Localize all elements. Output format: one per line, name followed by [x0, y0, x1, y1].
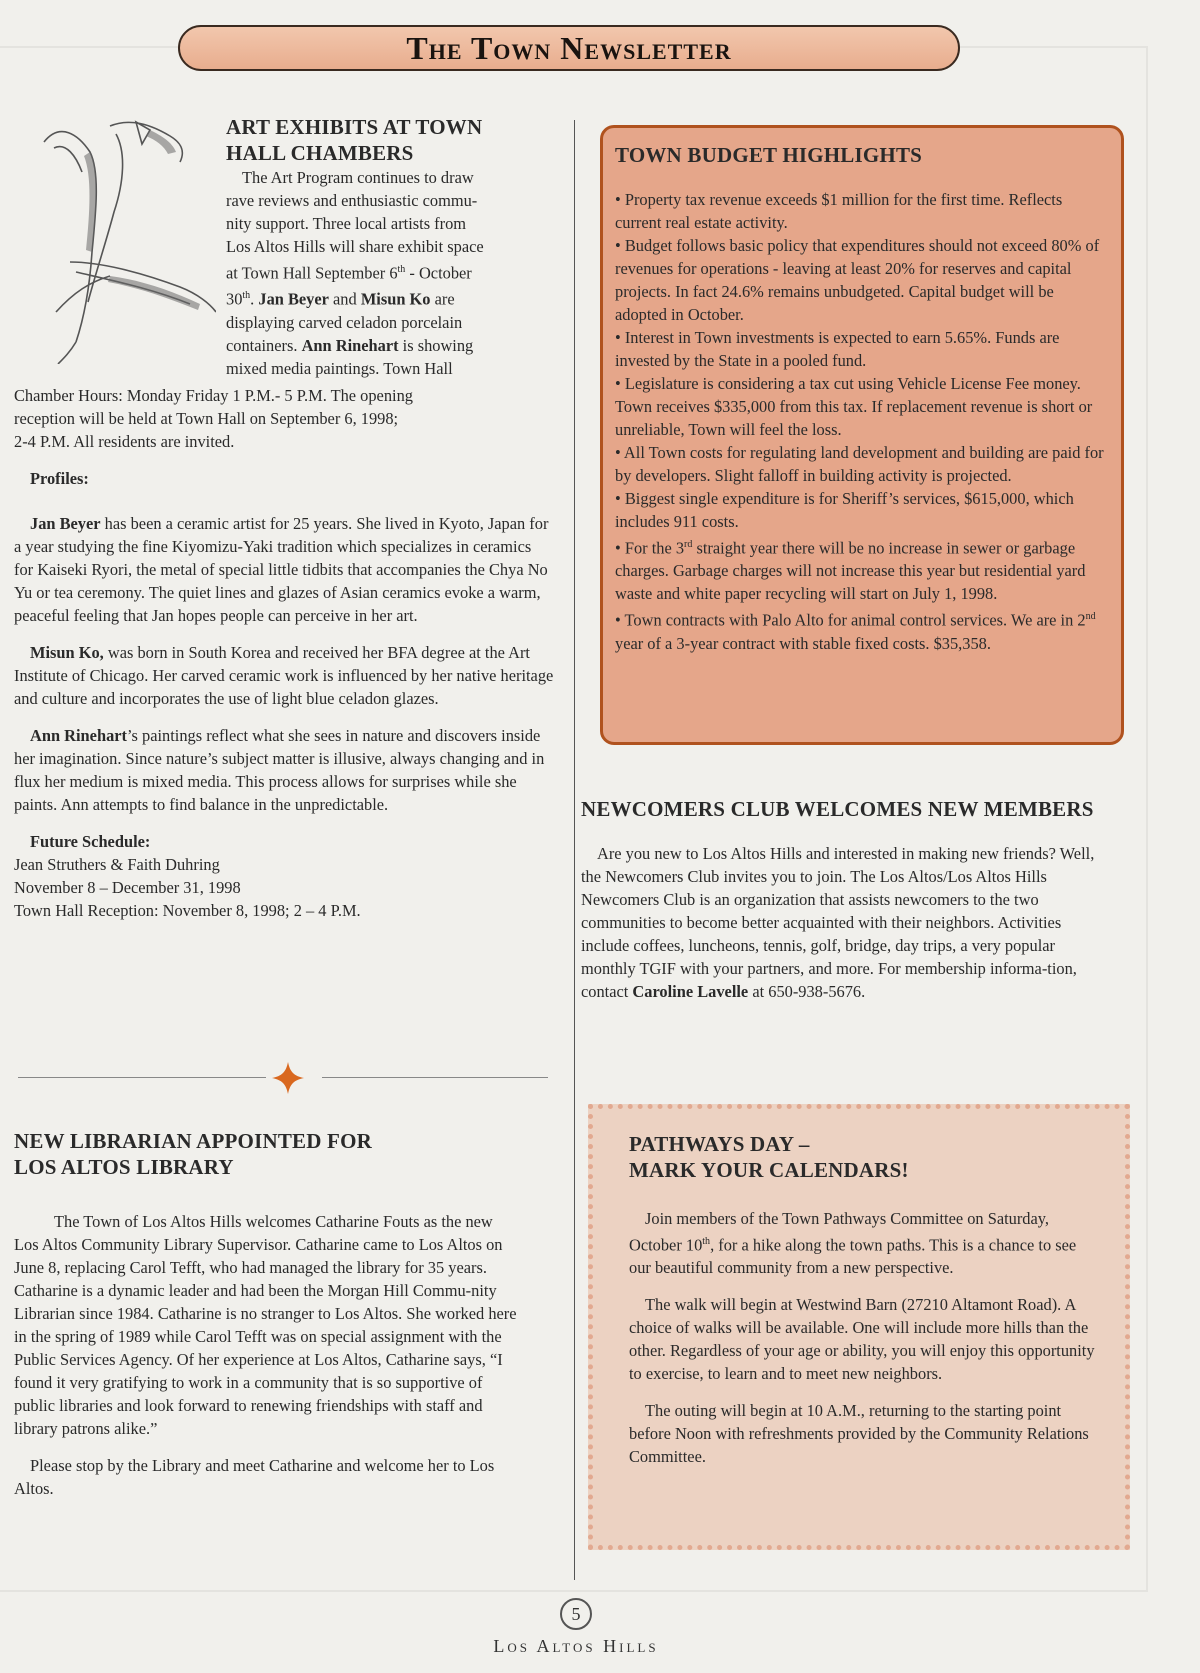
- art-intro-line: containers. Ann Rinehart is showing: [226, 335, 474, 355]
- plant-sketch-illustration: [30, 112, 216, 364]
- art-intro-line: The Art Program continues to draw: [242, 168, 474, 187]
- art-exhibits-body: [14, 384, 554, 922]
- newcomers-paragraph: Are you new to Los Altos Hills and interested in making new friends? Well, the Newcomers Club invites you to join. The Los Altos/Los Altos Hills Newcomers Club is an organization that assists newcomers to the two communities to become better acquainted with their neighbors. Activities include coffees, luncheons, tennis, golf, bridge, day trips, a very popular monthly TGIF with your partners, and more. For membership informa-tion, contact Caroline Lavelle at 650-938-5676.: [581, 844, 1095, 1001]
- profiles-label: Profiles:: [30, 469, 89, 488]
- future-schedule-line: Town Hall Reception: November 8, 1998; 2 – 4 P.M.: [14, 901, 361, 920]
- profile-misun-ko: Misun Ko, was born in South Korea and received her BFA degree at the Art Institute of Chicago. Her carved ceramic work is influenced by her native heritage and culture and incorporates the use of light blue celadon glazes.: [14, 643, 554, 708]
- art-exhibits-heading-line1: ART EXHIBITS AT TOWN: [226, 115, 483, 139]
- budget-item: • Budget follows basic policy that expenditures should not exceed 80% of revenues for operations - leaving at least 20% for reserves and capital projects. In fact 24.6% remains unbudgeted. Capital budget will be adopted in October.: [615, 236, 1100, 324]
- art-intro-line: nity support. Three local artists from: [226, 214, 467, 233]
- art-hours-line: Chamber Hours: Monday Friday 1 P.M.- 5 P.M. The opening: [14, 386, 413, 405]
- page-number: 5: [560, 1598, 592, 1630]
- budget-item: • Interest in Town investments is expected to earn 5.65%. Funds are invested by the State in a pooled fund.: [615, 328, 1060, 370]
- librarian-paragraph: The Town of Los Altos Hills welcomes Catharine Fouts as the new Los Altos Community Library Supervisor. Catharine came to Los Altos on June 8, replacing Carol Tefft, who had managed the library for 35 years. Catharine is a dynamic leader and had been the Morgan Hill Commu-nity Librarian since 1984. Catharine is no stranger to Los Altos. She worked here in the spring of 1989 while Carol Tefft was on special assignment with the Public Services Agency. Of her experience at Los Altos, Catharine says, “I found it very gratifying to work in a community that is so supportive of public libraries and look forward to renewing friendships with staff and library patrons alike.”: [14, 1212, 517, 1438]
- art-intro-line: mixed media paintings. Town Hall: [226, 358, 453, 378]
- profile-jan-beyer: Jan Beyer has been a ceramic artist for 25 years. She lived in Kyoto, Japan for a year studying the fine Kiyomizu-Yaki tradition which specializes in ceramics for Kaiseki Ryori, the metal of special little tidbits that accompanies the Chya No Yu or tea ceremony. The quiet lines and glazes of Asian ceramics evoke a warm, peaceful feeling that Jan hopes people can perceive in her art.: [14, 514, 549, 625]
- art-exhibits-heading-line2: HALL CHAMBERS: [226, 141, 414, 165]
- section-rule-right: [322, 1077, 548, 1078]
- budget-item: • For the 3rd straight year there will be no increase in sewer or garbage charges. Garbage charges will not increase this year but residential yard waste and white paper recycling will start on July 1, 1998.: [615, 538, 1086, 604]
- artist-name: Misun Ko: [360, 289, 431, 309]
- artist-name: Ann Rinehart: [301, 335, 399, 355]
- town-budget-box: [600, 125, 1124, 745]
- librarian-article: [14, 1128, 518, 1500]
- footer-town-name: Los Altos Hills: [493, 1636, 659, 1656]
- librarian-heading-line1: NEW LIBRARIAN APPOINTED FOR: [14, 1129, 372, 1153]
- future-schedule-line: Jean Struthers & Faith Duhring: [14, 855, 220, 874]
- librarian-closing-paragraph: Please stop by the Library and meet Catharine and welcome her to Los Altos.: [14, 1456, 495, 1498]
- art-hours-line: 2-4 P.M. All residents are invited.: [14, 432, 235, 451]
- artist-name: Jan Beyer: [258, 289, 329, 309]
- art-intro-line: Los Altos Hills will share exhibit space: [226, 237, 484, 256]
- pathways-paragraph: Join members of the Town Pathways Committee on Saturday, October 10th, for a hike along the town paths. This is a chance to see our beautiful community from a new perspective.: [629, 1209, 1077, 1278]
- budget-item: • Legislature is considering a tax cut using Vehicle License Fee money. Town receives $335,000 from this tax. If replacement revenue is short or unreliable, Town will feel the loss.: [615, 374, 1093, 439]
- diamond-ornament-icon: [270, 1060, 306, 1096]
- budget-item: • Town contracts with Palo Alto for animal control services. We are in 2nd year of a 3-year contract with stable fixed costs. $35,358.: [615, 610, 1096, 653]
- contact-name: Caroline Lavelle: [632, 982, 749, 1001]
- future-schedule-line: November 8 – December 31, 1998: [14, 878, 241, 897]
- budget-item: • All Town costs for regulating land development and building are paid for by developers. Slight falloff in building activity is projected.: [615, 443, 1104, 485]
- art-intro-line: at Town Hall September 6th - October: [226, 263, 472, 283]
- art-intro-line: displaying carved celadon porcelain: [226, 312, 463, 332]
- art-intro-line: 30th. Jan Beyer and Misun Ko are: [226, 289, 455, 309]
- art-intro-line: rave reviews and enthusiastic commu-: [226, 191, 478, 210]
- future-schedule-label: Future Schedule:: [30, 832, 151, 851]
- column-divider: [574, 120, 575, 1580]
- profile-ann-rinehart: Ann Rinehart’s paintings reflect what she sees in nature and discovers inside her imagination. Since nature’s subject matter is illusive, always changing and in flux her medium is mixed media. This process allows for surprises while she paints. Ann attempts to find balance in the unpredictable.: [14, 726, 545, 814]
- librarian-heading-line2: LOS ALTOS LIBRARY: [14, 1155, 234, 1179]
- section-rule-left: [18, 1077, 266, 1078]
- newcomers-heading: NEWCOMERS CLUB WELCOMES NEW MEMBERS: [581, 797, 1094, 821]
- pathways-day-box: [588, 1104, 1130, 1550]
- newsletter-title: The Town Newsletter: [406, 29, 732, 66]
- pathways-paragraph: The walk will begin at Westwind Barn (27210 Altamont Road). A choice of walks will be available. One will include more hills than the other. Regardless of your age or ability, you will enjoy this opportunity to exercise, to learn and to meet new neighbors.: [629, 1295, 1095, 1384]
- pathways-heading-line1: PATHWAYS DAY –: [629, 1132, 810, 1156]
- art-exhibits-header: [226, 114, 556, 380]
- art-hours-line: reception will be held at Town Hall on September 6, 1998;: [14, 409, 399, 428]
- pathways-paragraph: The outing will begin at 10 A.M., returning to the starting point before Noon with refreshments provided by the Community Relations Committee.: [629, 1401, 1089, 1467]
- budget-item: • Biggest single expenditure is for Sheriff’s services, $615,000, which includes 911 costs.: [615, 489, 1074, 531]
- newcomers-article: [581, 796, 1111, 1003]
- newsletter-banner: [178, 25, 960, 71]
- budget-heading: TOWN BUDGET HIGHLIGHTS: [615, 143, 923, 167]
- pathways-heading-line2: MARK YOUR CALENDARS!: [629, 1158, 909, 1182]
- budget-item: • Property tax revenue exceeds $1 million for the first time. Reflects current real estate activity.: [615, 190, 1063, 232]
